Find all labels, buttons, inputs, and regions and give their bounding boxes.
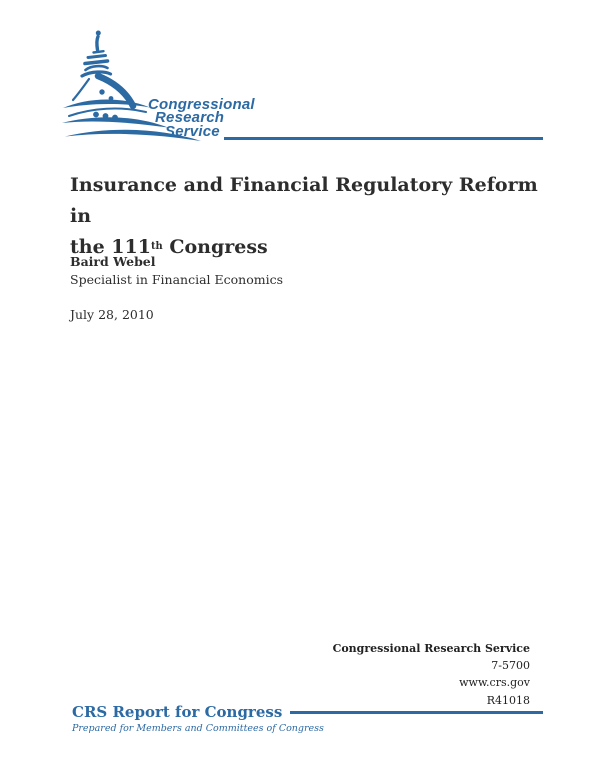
publisher-website: www.crs.gov xyxy=(459,676,530,690)
report-title-line1: Insurance and Financial Regulatory Reform in xyxy=(70,174,538,227)
publication-info xyxy=(333,640,530,709)
header-rule xyxy=(224,137,543,140)
series-rule xyxy=(290,711,543,714)
logo-word-service: Service xyxy=(165,122,220,140)
logo-wordmark xyxy=(148,98,255,138)
report-date: July 28, 2010 xyxy=(70,307,154,322)
author-name: Baird Webel xyxy=(70,254,156,269)
author-role: Specialist in Financial Economics xyxy=(70,272,283,287)
report-number: R41018 xyxy=(486,693,530,707)
series-tagline: Prepared for Members and Committees of Congress xyxy=(72,723,324,734)
report-series-banner xyxy=(72,703,543,734)
series-heading: CRS Report for Congress xyxy=(72,703,283,721)
logo-word-research: Research xyxy=(155,109,225,127)
report-title-line2: the 111 xyxy=(70,236,151,258)
ordinal-suffix: th xyxy=(150,240,163,252)
report-title xyxy=(70,170,550,266)
publisher-name: Congressional Research Service xyxy=(332,642,530,655)
logo-word-congressional: Congressional xyxy=(148,96,255,113)
report-title-line2-end: Congress xyxy=(162,236,268,258)
publisher-phone: 7-5700 xyxy=(491,659,530,673)
